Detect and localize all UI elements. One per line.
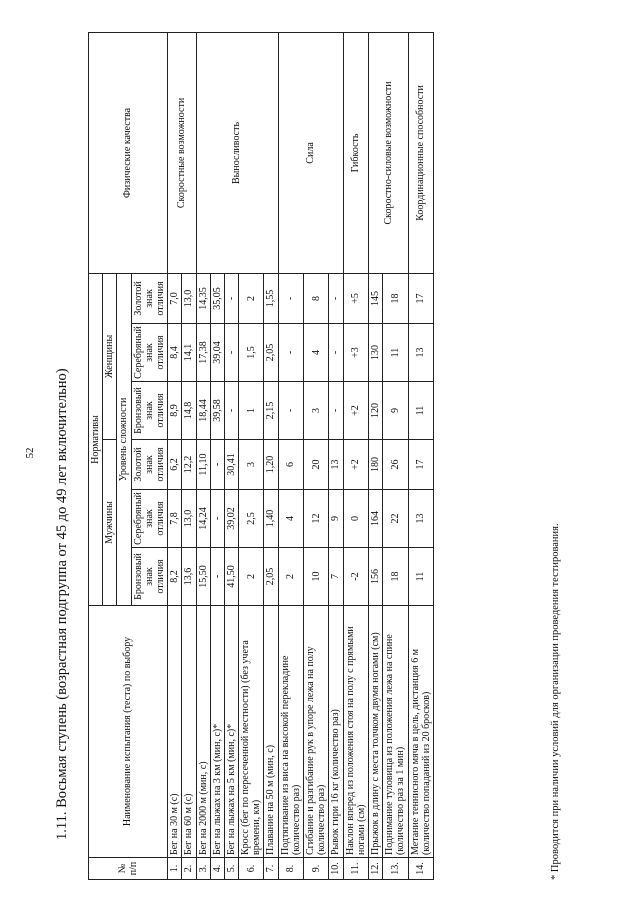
quality-flexibility: Гибкость bbox=[343, 32, 368, 273]
women-gold: +5 bbox=[343, 273, 368, 323]
row-name: Сгибание и разгибание рук в упоре лежа на полу (количество раз) bbox=[304, 606, 329, 858]
women-gold: 7,0 bbox=[168, 273, 182, 323]
header-women: Женщины bbox=[103, 273, 117, 439]
men-silver: 0 bbox=[343, 490, 368, 548]
row-name: Бег на 2000 м (мин, с) bbox=[196, 606, 210, 858]
men-bronze: 2 bbox=[239, 548, 264, 606]
row-num: 14. bbox=[408, 858, 433, 880]
women-bronze: 11 bbox=[408, 382, 433, 440]
header-norms: Нормативы bbox=[89, 273, 103, 605]
header-women-silver: Серебряный знак отличия bbox=[131, 324, 168, 382]
men-bronze: 2,05 bbox=[264, 548, 278, 606]
table-row bbox=[368, 32, 382, 879]
men-gold: 13 bbox=[329, 440, 343, 490]
row-num: 3. bbox=[196, 858, 210, 880]
row-num: 7. bbox=[264, 858, 278, 880]
women-bronze: 18,44 bbox=[196, 382, 210, 440]
women-silver: 17,38 bbox=[196, 324, 210, 382]
table-row bbox=[408, 32, 433, 879]
women-bronze: 2,15 bbox=[264, 382, 278, 440]
women-bronze: 1 bbox=[239, 382, 264, 440]
women-silver: 1,5 bbox=[239, 324, 264, 382]
men-silver: 13 bbox=[408, 490, 433, 548]
women-gold: - bbox=[329, 273, 343, 323]
header-women-gold: Золотой знак отличия bbox=[131, 273, 168, 323]
women-silver: 11 bbox=[383, 324, 408, 382]
row-num: 13. bbox=[383, 858, 408, 880]
men-gold: 6,2 bbox=[168, 440, 182, 490]
page-number: 52 bbox=[24, 447, 36, 459]
women-gold: 35,05 bbox=[210, 273, 224, 323]
row-name: Метание теннисного мяча в цель, дистанция 6 м (количество попаданий из 20 бросков) bbox=[408, 606, 433, 858]
men-bronze: - bbox=[210, 548, 224, 606]
row-name: Бег на 30 м (с) bbox=[168, 606, 182, 858]
table-row bbox=[343, 32, 368, 879]
women-silver: - bbox=[329, 324, 343, 382]
women-gold: - bbox=[278, 273, 303, 323]
table-row bbox=[196, 32, 210, 879]
men-bronze: 13,6 bbox=[182, 548, 196, 606]
quality-speed-strength: Скоростно-силовые возможности bbox=[368, 32, 408, 273]
men-gold: 3 bbox=[239, 440, 264, 490]
row-name: Наклон вперед из положения стоя на полу с прямыми ногами (см) bbox=[343, 606, 368, 858]
header-row-1 bbox=[89, 32, 103, 879]
men-bronze: 41,50 bbox=[224, 548, 238, 606]
rotated-page-content bbox=[50, 20, 590, 880]
women-bronze: 9 bbox=[383, 382, 408, 440]
row-name: Кросс (бег по пересеченной местности) (без учета времени, км) bbox=[239, 606, 264, 858]
men-silver: 22 bbox=[383, 490, 408, 548]
men-gold: 20 bbox=[304, 440, 329, 490]
row-name: Подтягивание из виса на высокой перекладине (количество раз) bbox=[278, 606, 303, 858]
table-row bbox=[168, 32, 182, 879]
row-num: 5. bbox=[224, 858, 238, 880]
men-bronze: 7 bbox=[329, 548, 343, 606]
women-silver: 39,04 bbox=[210, 324, 224, 382]
row-num: 6. bbox=[239, 858, 264, 880]
men-gold: 30,41 bbox=[224, 440, 238, 490]
women-silver: 2,05 bbox=[264, 324, 278, 382]
men-gold: +2 bbox=[343, 440, 368, 490]
men-bronze: 156 bbox=[368, 548, 382, 606]
men-silver: - bbox=[210, 490, 224, 548]
women-bronze: - bbox=[278, 382, 303, 440]
women-bronze: 14,8 bbox=[182, 382, 196, 440]
row-num: 9. bbox=[304, 858, 329, 880]
men-silver: 1,40 bbox=[264, 490, 278, 548]
row-name: Бег на лыжах на 3 км (мин, с)* bbox=[210, 606, 224, 858]
women-silver: 13 bbox=[408, 324, 433, 382]
men-bronze: 11 bbox=[408, 548, 433, 606]
row-name: Прыжок в длину с места толчком двумя ногами (см) bbox=[368, 606, 382, 858]
men-bronze: 10 bbox=[304, 548, 329, 606]
header-men-silver: Серебряный знак отличия bbox=[131, 490, 168, 548]
quality-coordination: Координационные способности bbox=[408, 32, 433, 273]
quality-endurance: Выносливость bbox=[196, 32, 278, 273]
women-gold: 145 bbox=[368, 273, 382, 323]
men-silver: 2,5 bbox=[239, 490, 264, 548]
women-bronze: 3 bbox=[304, 382, 329, 440]
row-name: Бег на 60 м (с) bbox=[182, 606, 196, 858]
women-bronze: - bbox=[224, 382, 238, 440]
men-silver: 39,02 bbox=[224, 490, 238, 548]
row-num: 11. bbox=[343, 858, 368, 880]
men-gold: 6 bbox=[278, 440, 303, 490]
women-silver: 130 bbox=[368, 324, 382, 382]
men-bronze: 2 bbox=[278, 548, 303, 606]
women-gold: 13,0 bbox=[182, 273, 196, 323]
women-gold: 14,35 bbox=[196, 273, 210, 323]
table-row bbox=[278, 32, 303, 879]
row-name: Бег на лыжах на 5 км (мин, с)* bbox=[224, 606, 238, 858]
women-silver: 4 bbox=[304, 324, 329, 382]
men-gold: - bbox=[210, 440, 224, 490]
header-men: Мужчины bbox=[103, 440, 117, 606]
men-gold: 26 bbox=[383, 440, 408, 490]
header-level: Уровень сложности bbox=[117, 273, 131, 605]
women-silver: - bbox=[224, 324, 238, 382]
women-silver: - bbox=[278, 324, 303, 382]
women-gold: 17 bbox=[408, 273, 433, 323]
men-silver: 13,0 bbox=[182, 490, 196, 548]
men-silver: 12 bbox=[304, 490, 329, 548]
header-num: № п/п bbox=[89, 858, 168, 880]
header-women-bronze: Бронзовый знак отличия bbox=[131, 382, 168, 440]
men-gold: 180 bbox=[368, 440, 382, 490]
women-gold: 18 bbox=[383, 273, 408, 323]
men-silver: 4 bbox=[278, 490, 303, 548]
header-men-bronze: Бронзовый знак отличия bbox=[131, 548, 168, 606]
row-num: 4. bbox=[210, 858, 224, 880]
men-bronze: -2 bbox=[343, 548, 368, 606]
men-silver: 9 bbox=[329, 490, 343, 548]
section-heading: 1.11. Восьмая ступень (возрастная подгруппа от 45 до 49 лет включительно) bbox=[54, 368, 70, 840]
men-silver: 7,8 bbox=[168, 490, 182, 548]
women-bronze: 39,58 bbox=[210, 382, 224, 440]
women-gold: 2 bbox=[239, 273, 264, 323]
women-gold: 1,55 bbox=[264, 273, 278, 323]
header-name: Наименование испытания (теста) по выбору bbox=[89, 606, 168, 858]
row-num: 8. bbox=[278, 858, 303, 880]
header-men-gold: Золотой знак отличия bbox=[131, 440, 168, 490]
row-num: 12. bbox=[368, 858, 382, 880]
norms-table bbox=[88, 32, 434, 880]
men-gold: 1,20 bbox=[264, 440, 278, 490]
quality-strength: Сила bbox=[278, 32, 343, 273]
women-bronze: 120 bbox=[368, 382, 382, 440]
women-bronze: - bbox=[329, 382, 343, 440]
header-quality: Физические качества bbox=[89, 32, 168, 273]
women-bronze: 8,9 bbox=[168, 382, 182, 440]
row-name: Плавание на 50 м (мин, с) bbox=[264, 606, 278, 858]
row-name: Рывок гири 16 кг (количество раз) bbox=[329, 606, 343, 858]
men-gold: 17 bbox=[408, 440, 433, 490]
men-bronze: 8,2 bbox=[168, 548, 182, 606]
men-bronze: 18 bbox=[383, 548, 408, 606]
women-gold: - bbox=[224, 273, 238, 323]
women-gold: 8 bbox=[304, 273, 329, 323]
women-silver: 8,4 bbox=[168, 324, 182, 382]
men-silver: 14,24 bbox=[196, 490, 210, 548]
quality-speed: Скоростные возможности bbox=[168, 32, 196, 273]
women-silver: 14,1 bbox=[182, 324, 196, 382]
men-bronze: 15,50 bbox=[196, 548, 210, 606]
footnote: * Проводится при наличии условий для организации проведения тестирования. bbox=[550, 523, 561, 880]
row-num: 1. bbox=[168, 858, 182, 880]
men-silver: 164 bbox=[368, 490, 382, 548]
men-gold: 11,10 bbox=[196, 440, 210, 490]
row-num: 2. bbox=[182, 858, 196, 880]
row-num: 10. bbox=[329, 858, 343, 880]
women-bronze: +2 bbox=[343, 382, 368, 440]
row-name: Поднимание туловища из положения лежа на спине (количество раз за 1 мин) bbox=[383, 606, 408, 858]
men-gold: 12,2 bbox=[182, 440, 196, 490]
women-silver: +3 bbox=[343, 324, 368, 382]
